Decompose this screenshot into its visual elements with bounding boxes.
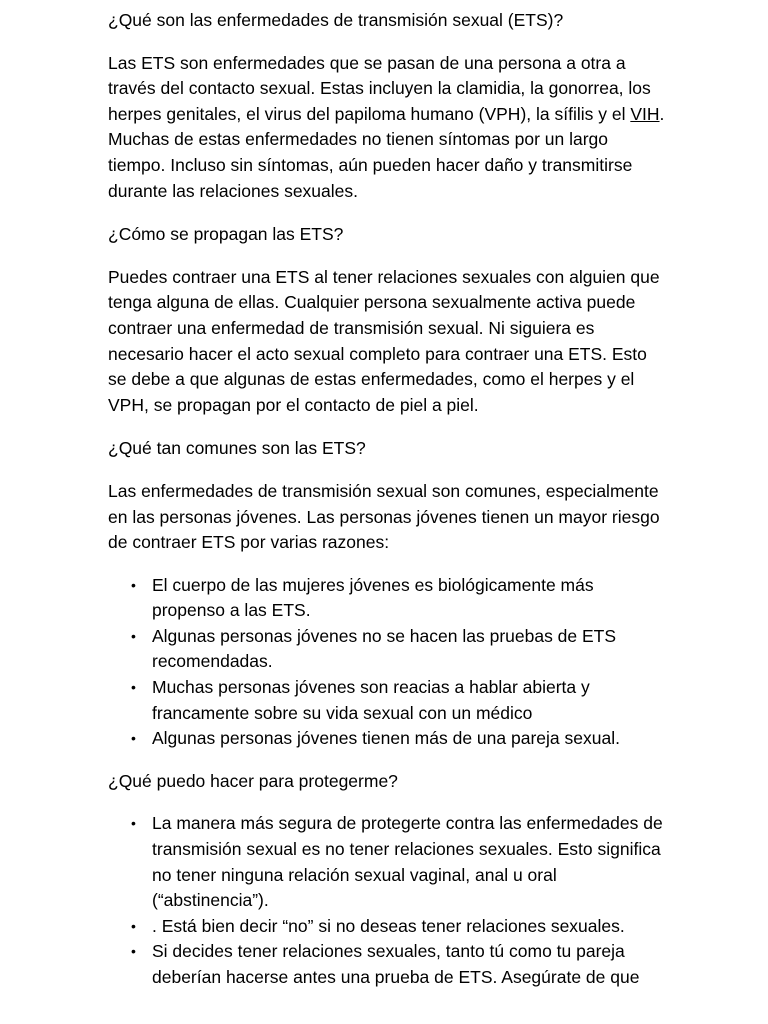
list-item: • Muchas personas jóvenes son reacias a hablar abierta y francamente sobre su vida sexual con un médico <box>152 675 668 726</box>
vih-link[interactable]: VIH <box>630 103 660 124</box>
list-item: • El cuerpo de las mujeres jóvenes es biológicamente más propenso a las ETS. <box>152 573 668 624</box>
list-item: • Algunas personas jóvenes no se hacen las pruebas de ETS recomendadas. <box>152 624 668 675</box>
paragraph-definition-text-1: Las ETS son enfermedades que se pasan de una persona a otra a través del contacto sexual. Estas incluyen la clamidia, la gonorrea, los herpes genitales, el virus del papiloma humano (VPH), la sífilis y el <box>108 52 651 124</box>
list-item: • . Está bien decir “no” si no deseas tener relaciones sexuales. <box>152 914 668 940</box>
list-item: • La manera más segura de protegerte contra las enfermedades de transmisión sexual es no tener relaciones sexuales. Esto significa no tener ninguna relación sexual vaginal, anal u oral (“abstinencia”). <box>152 811 668 913</box>
risk-reasons-list <box>108 573 668 752</box>
paragraph-common: Las enfermedades de transmisión sexual son comunes, especialmente en las personas jóvenes. Las personas jóvenes tienen un mayor riesgo de contraer ETS por varias razones: <box>108 480 660 553</box>
heading-how-common: ¿Qué tan comunes son las ETS? <box>108 438 366 459</box>
list-item: • Si decides tener relaciones sexuales, tanto tú como tu pareja deberían hacerse antes una prueba de ETS. Asegúrate de que <box>152 939 668 990</box>
list-item: • Algunas personas jóvenes tienen más de una pareja sexual. <box>152 726 668 752</box>
paragraph-definition <box>108 51 668 205</box>
paragraph-spread: Puedes contraer una ETS al tener relaciones sexuales con alguien que tenga alguna de ellas. Cualquier persona sexualmente activa puede contraer una enfermedad de transmisión sexual. Ni siguiera es necesario hacer el acto sexual completo para contraer una ETS. Esto se debe a que algunas de estas enfermedades, como el herpes y el VPH, se propagan por el contacto de piel a piel. <box>108 266 660 415</box>
paragraph-definition-text-2: . Muchas de estas enfermedades no tienen síntomas por un largo tiempo. Incluso sin síntomas, aún pueden hacer daño y transmitirse durante las relaciones sexuales. <box>108 103 665 201</box>
heading-what-are-sti: ¿Qué son las enfermedades de transmisión sexual (ETS)? <box>108 10 564 30</box>
protection-list <box>108 811 668 990</box>
heading-protection: ¿Qué puedo hacer para protegerme? <box>108 770 398 791</box>
heading-how-spread: ¿Cómo se propagan las ETS? <box>108 224 344 245</box>
